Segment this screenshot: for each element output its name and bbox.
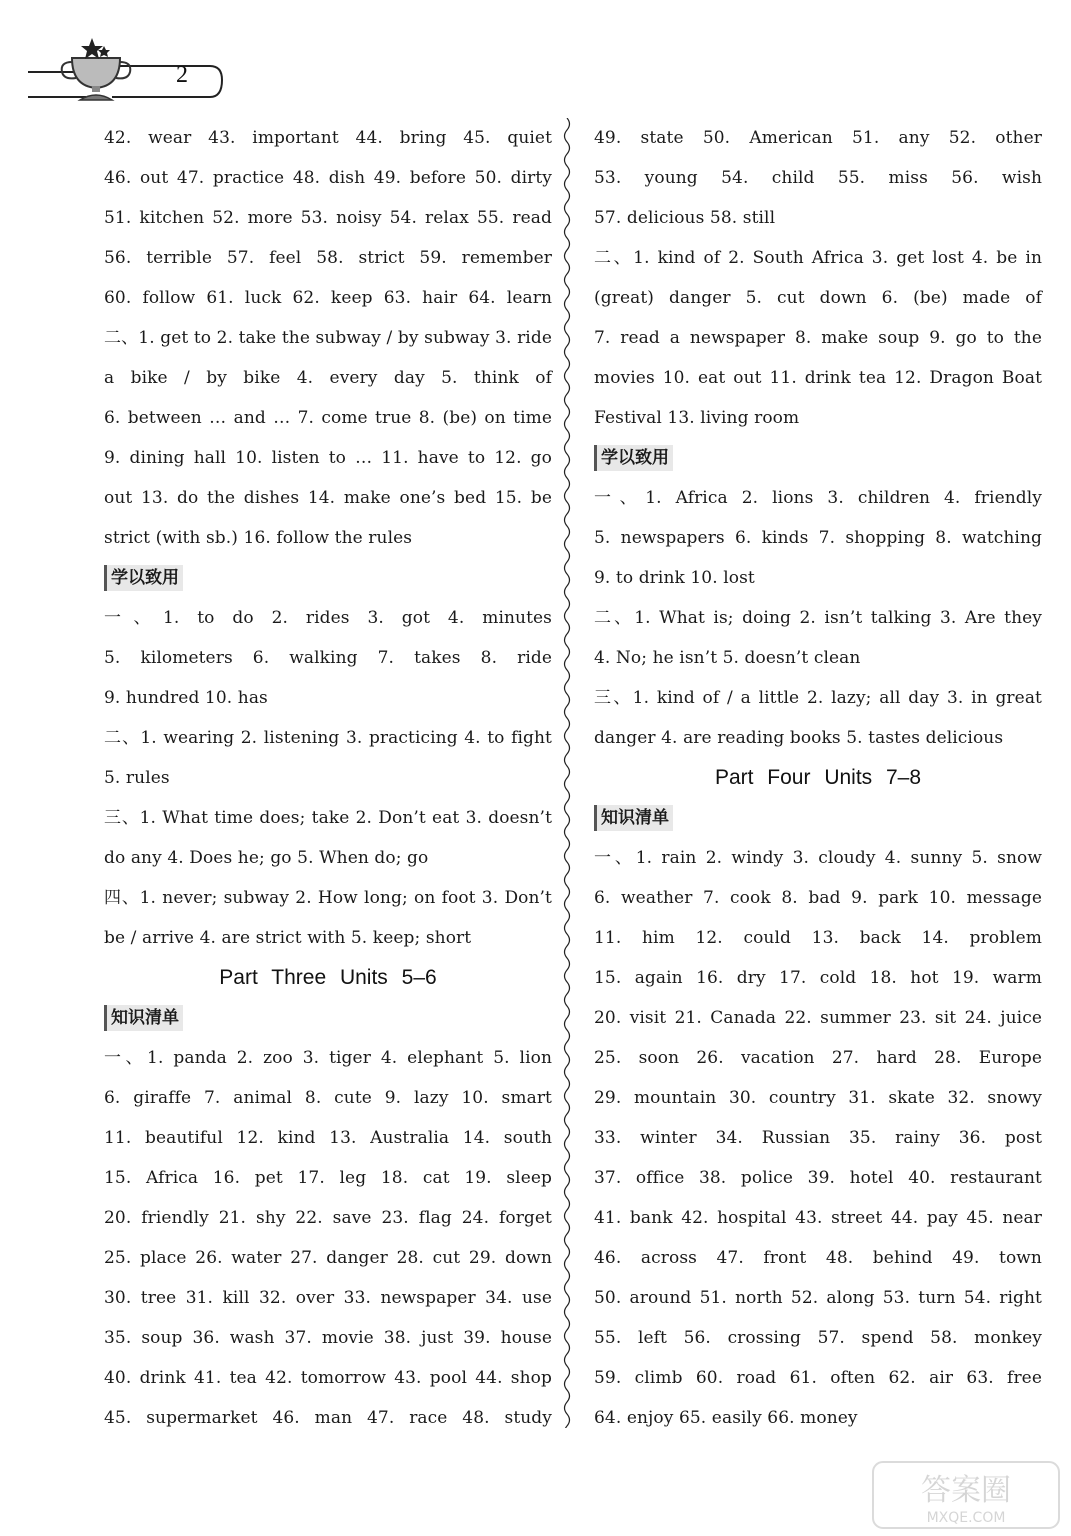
right-block2 [594, 478, 1042, 758]
section-label-practice: 学以致用 [594, 445, 673, 471]
answer-line: 三、1. kind of / a little 2. lazy; all day 3. in great [594, 688, 1042, 708]
part-title: Part Four Units 7–8 [714, 766, 922, 789]
answer-line: 20. friendly 21. shy 22. save 23. flag 24. forget [104, 1208, 552, 1228]
answer-line: 9. dining hall 10. listen to … 11. have to 12. go [104, 448, 552, 468]
answer-line: 46. out 47. practice 48. dish 49. before 50. dirty [104, 168, 552, 188]
answer-line: 一、1. to do 2. rides 3. got 4. minutes [104, 608, 552, 628]
left-column [104, 118, 552, 1438]
answer-line: (great) danger 5. cut down 6. (be) made of [594, 288, 1042, 308]
answer-line: 二、1. kind of 2. South Africa 3. get lost 4. be in [594, 248, 1042, 268]
answer-line: 5. rules [104, 768, 170, 788]
answer-line: 45. supermarket 46. man 47. race 48. study [104, 1408, 552, 1428]
page-number: 2 [176, 62, 188, 88]
answer-line: do any 4. Does he; go 5. When do; go [104, 848, 429, 868]
answer-line: Festival 13. living room [594, 408, 800, 428]
left-block1 [104, 118, 552, 558]
answer-line: be / arrive 4. are strict with 5. keep; short [104, 928, 472, 948]
answer-line: 60. follow 61. luck 62. keep 63. hair 64. learn [104, 288, 552, 308]
answer-line: 二、1. wearing 2. listening 3. practicing 4. to fight [104, 728, 552, 748]
column-divider [560, 118, 574, 1428]
left-block2 [104, 598, 552, 958]
answer-line: 49. state 50. American 51. any 52. other [594, 128, 1042, 148]
answer-line: 二、1. What is; doing 2. isn’t talking 3. Are they [594, 608, 1042, 628]
answer-line: 一、1. panda 2. zoo 3. tiger 4. elephant 5. lion [104, 1048, 552, 1068]
answer-line: 7. read a newspaper 8. make soup 9. go to the [594, 328, 1042, 348]
answer-line: 41. bank 42. hospital 43. street 44. pay 45. near [594, 1208, 1042, 1228]
answer-line: 9. hundred 10. has [104, 688, 268, 708]
answer-line: 15. again 16. dry 17. cold 18. hot 19. warm [594, 968, 1042, 988]
left-block3 [104, 1038, 552, 1438]
right-block1 [594, 118, 1042, 438]
star-icon [81, 38, 110, 59]
right-column [594, 118, 1042, 1438]
answer-line: 20. visit 21. Canada 22. summer 23. sit 24. juice [594, 1008, 1042, 1028]
answer-line: strict (with sb.) 16. follow the rules [104, 528, 413, 548]
answer-line: 50. around 51. north 52. along 53. turn 54. right [594, 1288, 1042, 1308]
section-label-knowledge: 知识清单 [594, 805, 673, 831]
answer-line: 5. newspapers 6. kinds 7. shopping 8. watching [594, 528, 1042, 548]
answer-line: danger 4. are reading books 5. tastes delicious [594, 728, 1004, 748]
answer-line: 51. kitchen 52. more 53. noisy 54. relax 55. read [104, 208, 552, 228]
answer-line: 57. delicious 58. still [594, 208, 776, 228]
answer-line: 9. to drink 10. lost [594, 568, 755, 588]
answer-line: 三、1. What time does; take 2. Don’t eat 3. doesn’t [104, 808, 552, 828]
answer-line: out 13. do the dishes 14. make one’s bed 15. be [104, 488, 552, 508]
answer-line: 四、1. never; subway 2. How long; on foot 3. Don’t [104, 888, 552, 908]
watermark-url: MXQE.COM [926, 1510, 1006, 1526]
answer-line: 6. giraffe 7. animal 8. cute 9. lazy 10. smart [104, 1088, 552, 1108]
answer-line: 一、1. rain 2. windy 3. cloudy 4. sunny 5. snow [594, 848, 1042, 868]
watermark-text: 答案圈 [921, 1473, 1011, 1508]
answer-line: 29. mountain 30. country 31. skate 32. snowy [594, 1088, 1042, 1108]
section-label-practice: 学以致用 [104, 565, 183, 591]
answer-line: 25. soon 26. vacation 27. hard 28. Europe [594, 1048, 1042, 1068]
answer-line: 53. young 54. child 55. miss 56. wish [594, 168, 1042, 188]
header-rule [0, 0, 240, 110]
answer-line: 37. office 38. police 39. hotel 40. restaurant [594, 1168, 1042, 1188]
answer-line: 30. tree 31. kill 32. over 33. newspaper 34. use [104, 1288, 552, 1308]
part-title: Part Three Units 5–6 [219, 966, 437, 989]
answer-line: 64. enjoy 65. easily 66. money [594, 1408, 858, 1428]
answer-line: 11. him 12. could 13. back 14. problem [594, 928, 1042, 948]
answer-line: 46. across 47. front 48. behind 49. town [594, 1248, 1042, 1268]
answer-line: 4. No; he isn’t 5. doesn’t clean [594, 648, 861, 668]
answer-line: 25. place 26. water 27. danger 28. cut 29. down [104, 1248, 552, 1268]
answer-line: 6. weather 7. cook 8. bad 9. park 10. message [594, 888, 1042, 908]
answer-line: 6. between … and … 7. come true 8. (be) on time [104, 408, 552, 428]
answer-line: 55. left 56. crossing 57. spend 58. monkey [594, 1328, 1042, 1348]
answer-line: a bike / by bike 4. every day 5. think of [104, 368, 552, 388]
answer-line: 11. beautiful 12. kind 13. Australia 14. south [104, 1128, 552, 1148]
watermark-logo [871, 1460, 1061, 1530]
answer-line: 15. Africa 16. pet 17. leg 18. cat 19. sleep [104, 1168, 552, 1188]
answer-line: 35. soup 36. wash 37. movie 38. just 39. house [104, 1328, 552, 1348]
answer-line: 40. drink 41. tea 42. tomorrow 43. pool 44. shop [104, 1368, 552, 1388]
page-header [0, 0, 1071, 110]
answer-line: 二、1. get to 2. take the subway / by subway 3. ride [104, 328, 552, 348]
answer-line: 42. wear 43. important 44. bring 45. quiet [104, 128, 552, 148]
answer-line: 5. kilometers 6. walking 7. takes 8. ride [104, 648, 552, 668]
answer-line: 33. winter 34. Russian 35. rainy 36. post [594, 1128, 1042, 1148]
right-block3 [594, 838, 1042, 1438]
trophy-icon [62, 58, 131, 100]
section-label-knowledge: 知识清单 [104, 1005, 183, 1031]
answer-line: 56. terrible 57. feel 58. strict 59. remember [104, 248, 552, 268]
answer-line: movies 10. eat out 11. drink tea 12. Dragon Boat [594, 368, 1042, 388]
answer-line: 一、1. Africa 2. lions 3. children 4. friendly [594, 488, 1042, 508]
answer-line: 59. climb 60. road 61. often 62. air 63. free [594, 1368, 1042, 1388]
